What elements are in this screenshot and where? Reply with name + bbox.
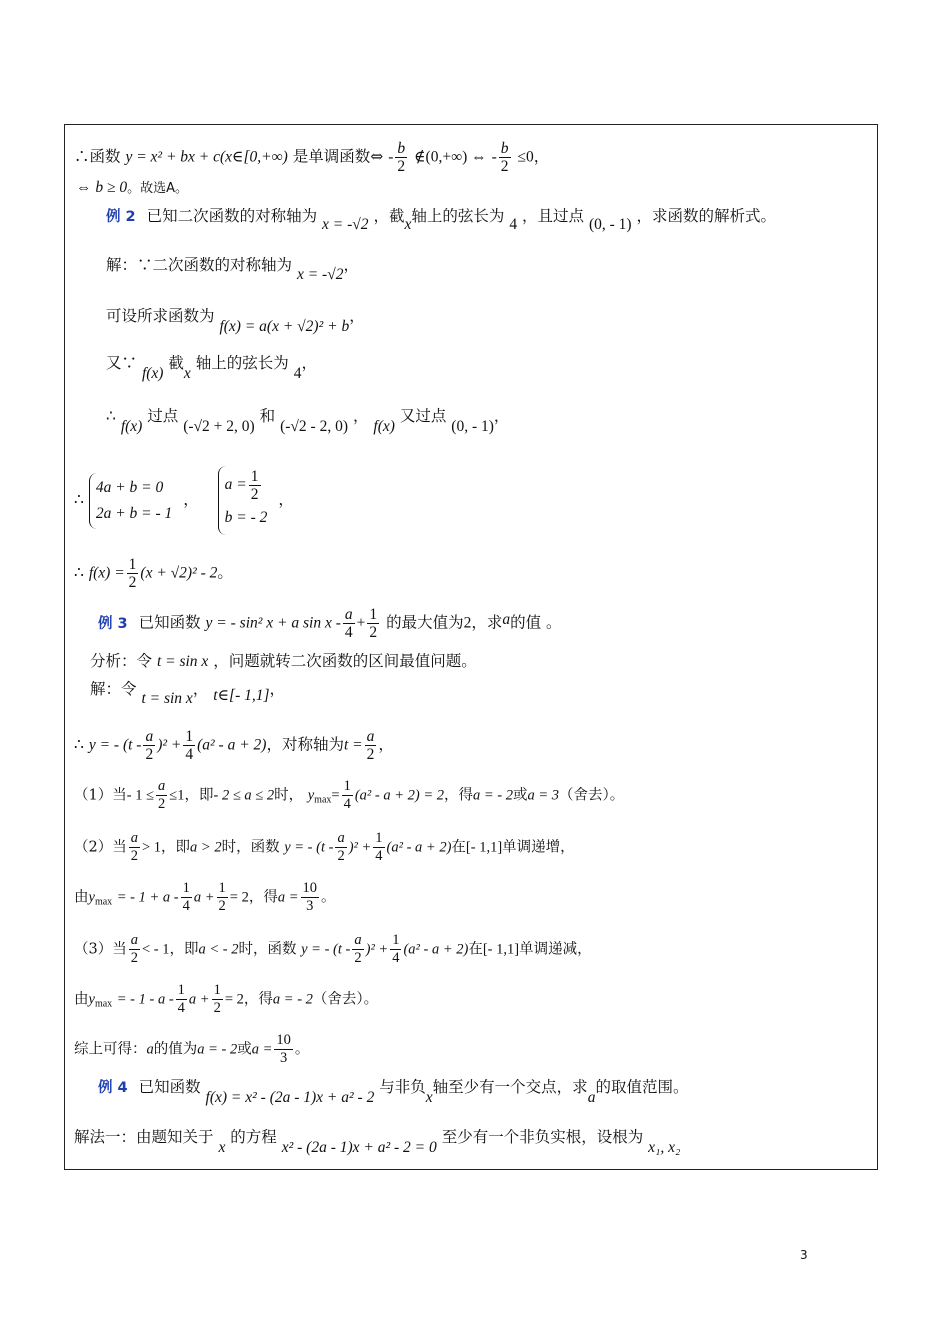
text: ，得: [248, 889, 278, 906]
text: ，: [533, 147, 550, 166]
formula: )² +: [365, 941, 389, 958]
formula: = - 1 - a -: [116, 991, 174, 1008]
case-2-line: [74, 830, 575, 865]
denominator: 2: [130, 950, 138, 966]
formula: x: [218, 1139, 226, 1156]
formula: t = sin x: [156, 653, 209, 670]
solution-system: [218, 466, 274, 535]
denominator: 2: [500, 158, 509, 175]
fraction: [352, 932, 363, 967]
summary-line: [74, 1032, 309, 1067]
text: ，且过点: [522, 207, 585, 225]
text: 解法一：由题知关于: [74, 1128, 214, 1146]
formula: f(x): [373, 418, 395, 435]
solution-system: [74, 466, 294, 535]
formula: (-√2 + 2, 0): [183, 418, 255, 435]
formula: f(x) =: [88, 564, 125, 582]
example-label: 例 2: [106, 209, 136, 225]
formula: f(x): [120, 418, 143, 435]
text: 的值为: [153, 1041, 198, 1058]
denominator: 2: [337, 848, 345, 864]
text: ，即: [169, 941, 199, 958]
formula: ∉(0,+∞) ⇔: [414, 148, 487, 166]
formula: )² +: [348, 839, 372, 856]
denominator: 4: [392, 950, 400, 966]
formula: t = sin x: [141, 690, 193, 707]
text: 已知函数: [138, 1078, 201, 1096]
text: （舍去）。: [312, 991, 379, 1008]
formula: t =: [343, 736, 363, 754]
text: ∴: [74, 563, 84, 582]
denominator: 2: [366, 746, 375, 763]
formula: y = - (t -: [88, 736, 142, 754]
text: 可设所求函数为: [106, 307, 215, 325]
denominator: 3: [306, 898, 314, 914]
text: ，得: [443, 787, 473, 804]
fraction: [335, 830, 346, 865]
fraction: [217, 880, 228, 915]
text: ，即: [184, 787, 214, 804]
text: 由: [74, 889, 89, 906]
formula: y: [88, 889, 95, 906]
denominator: 4: [344, 624, 353, 641]
text: 解：∵二次函数的对称轴为: [106, 256, 293, 274]
formula: y: [88, 991, 95, 1008]
formula: x₁, x₂: [648, 1139, 681, 1156]
text: ，: [269, 680, 286, 698]
formula: )² +: [157, 736, 182, 754]
formula: (-√2 - 2, 0): [280, 418, 348, 435]
text: 时，函数: [238, 941, 297, 958]
text: 单调递增，: [502, 839, 575, 856]
text: （1）当: [74, 787, 127, 804]
fraction: [342, 778, 353, 813]
text: 由: [74, 991, 89, 1008]
text: ∴: [74, 735, 84, 754]
formula: a +: [193, 889, 215, 906]
case-3-result-line: [74, 982, 378, 1017]
fraction: [156, 778, 167, 813]
text: 的方程: [230, 1128, 277, 1146]
text: 和: [259, 407, 276, 425]
numerator: b: [500, 140, 509, 157]
text: ，: [352, 407, 369, 425]
denominator: 4: [185, 746, 194, 763]
fraction: [183, 728, 195, 763]
formula: 4: [509, 216, 518, 233]
subscript: max: [314, 794, 332, 806]
formula: [- 1,1]: [465, 839, 503, 856]
text: ，得: [243, 991, 273, 1008]
numerator: a: [145, 728, 154, 745]
text: ∴: [106, 407, 116, 425]
substitution-line: [90, 678, 286, 707]
example-label: 例 3: [98, 615, 128, 632]
text: ，截: [373, 207, 405, 225]
text: 。: [321, 889, 336, 906]
formula: a < - 2: [198, 941, 239, 958]
text: ，: [192, 680, 209, 698]
case-3-line: [74, 932, 592, 967]
text: 是单调函数⇔: [292, 147, 384, 166]
subscript: max: [94, 998, 113, 1010]
text: ，对称轴为: [266, 735, 344, 754]
plus-sign: +: [356, 614, 366, 632]
formula: x = -√2: [322, 216, 369, 233]
solution-result: [74, 556, 233, 591]
text: ，: [493, 407, 510, 425]
analysis-line: [90, 650, 477, 673]
denominator: 2: [354, 950, 362, 966]
text: 单调递减，: [519, 941, 592, 958]
fraction: [390, 932, 401, 967]
numerator: a: [344, 606, 353, 623]
fraction: [129, 932, 140, 967]
fraction: [249, 468, 261, 503]
formula: a =: [251, 1041, 273, 1058]
text: ，求函数的解析式。: [636, 207, 777, 225]
fraction: [181, 880, 192, 915]
text: 轴上的弦长为: [411, 207, 505, 225]
fraction: [212, 982, 223, 1017]
formula: = - 1 + a -: [116, 889, 179, 906]
fraction: [395, 140, 407, 175]
formula: x: [425, 1089, 433, 1106]
text: 时，: [274, 787, 304, 804]
formula: a = - 2: [197, 1041, 238, 1058]
formula: (0, - 1): [588, 216, 632, 233]
denominator: 2: [130, 848, 138, 864]
denominator: 2: [218, 898, 226, 914]
page-number: 3: [800, 1248, 808, 1262]
solution-form: [106, 305, 365, 335]
denominator: 2: [250, 486, 259, 503]
formula: y = - (t -: [284, 839, 334, 856]
example-3-statement: [98, 606, 562, 641]
formula: = 2: [229, 889, 249, 906]
fraction: [367, 606, 379, 641]
subscript: max: [94, 896, 113, 908]
fraction: [365, 728, 377, 763]
solution-axis: [106, 254, 359, 283]
text: 截: [168, 354, 184, 372]
equation: a =: [224, 476, 247, 494]
numerator: a: [354, 932, 362, 948]
text: ，: [278, 490, 294, 509]
formula: a: [587, 1089, 596, 1106]
formula: a =: [277, 889, 299, 906]
formula: t∈[- 1,1]: [213, 687, 270, 704]
formula: x = -√2: [296, 266, 344, 283]
formula: (a² - a + 2): [386, 839, 452, 856]
formula: (a² - a + 2): [197, 736, 267, 754]
formula: ⇔ b ≥ 0: [76, 179, 128, 196]
numerator: a: [158, 778, 166, 794]
equation: 4a + b = 0: [95, 478, 164, 496]
example-4-statement: [98, 1076, 689, 1106]
denominator: 4: [182, 898, 190, 914]
numerator: 10: [302, 880, 318, 896]
text: 过点: [147, 407, 179, 425]
denominator: 2: [158, 796, 166, 812]
text: ，: [301, 354, 317, 372]
quadratic-form-line: [74, 728, 394, 763]
text: 在: [468, 941, 483, 958]
text: 轴至少有一个交点，求: [432, 1078, 588, 1096]
numerator: 1: [343, 778, 351, 794]
formula: =: [331, 787, 340, 804]
denominator: 3: [280, 1050, 288, 1066]
text: ，: [378, 735, 394, 754]
formula: a = 3: [527, 787, 560, 804]
numerator: 1: [185, 728, 194, 745]
fraction: [274, 1032, 293, 1067]
formula: ≤1: [169, 787, 185, 804]
example-label: 例 4: [98, 1080, 128, 1096]
formula: a = - 2: [472, 787, 513, 804]
text: 的取值范围。: [595, 1078, 689, 1096]
text: ，即: [161, 839, 191, 856]
numerator: 10: [276, 1032, 291, 1048]
solution-points: [106, 405, 510, 435]
text: ，求: [471, 613, 503, 632]
example-2-statement: [106, 205, 777, 233]
text: ，: [183, 490, 199, 509]
text: 在: [451, 839, 466, 856]
numerator: 1: [218, 880, 226, 896]
text: ∴函数: [74, 147, 121, 166]
formula: = 2: [224, 991, 244, 1008]
formula: - 1 ≤: [126, 787, 155, 804]
text: 或: [237, 1041, 252, 1058]
text: 又∵: [106, 354, 138, 372]
numerator: 1: [182, 880, 190, 896]
numerator: 1: [213, 982, 221, 998]
denominator: 4: [375, 848, 383, 864]
numerator: a: [130, 932, 138, 948]
denominator: 2: [145, 746, 154, 763]
numerator: a: [130, 830, 138, 846]
text: 的值 。: [510, 613, 562, 632]
formula: f(x) = a(x + √2)² + b: [219, 318, 350, 335]
formula: [- 1,1]: [482, 941, 520, 958]
numerator: 1: [369, 606, 378, 623]
text: 轴上的弦长为: [195, 354, 289, 372]
text: 。故选A。: [127, 181, 189, 196]
text: （2）当: [74, 839, 127, 856]
case-2-result-line: [74, 880, 336, 915]
formula: - 2 ≤ a ≤ 2: [213, 787, 275, 804]
fraction: [373, 830, 384, 865]
numerator: 1: [177, 982, 185, 998]
text: 已知二次函数的对称轴为: [146, 207, 318, 225]
denominator: 2: [128, 574, 137, 591]
text: ，: [349, 307, 365, 325]
formula: y = - (t -: [301, 941, 351, 958]
equation-system: [89, 473, 178, 529]
minus-sign: -: [491, 148, 497, 166]
formula: ≤0: [517, 148, 534, 166]
minus-sign: -: [388, 148, 394, 166]
fraction: [343, 606, 355, 641]
formula: x: [183, 365, 191, 382]
denominator: 2: [369, 624, 378, 641]
denominator: 2: [213, 1000, 221, 1016]
formula: y = - sin² x + a sin x -: [205, 614, 341, 632]
fraction: [301, 880, 320, 915]
formula: a > 2: [190, 839, 222, 856]
formula: (a² - a + 2) = 2: [354, 787, 444, 804]
text: （3）当: [74, 941, 127, 958]
text: （舍去）。: [559, 787, 625, 804]
solution-chord: [106, 352, 317, 382]
numerator: 1: [128, 556, 137, 573]
formula: 2: [463, 614, 472, 632]
fraction: [499, 140, 511, 175]
text: 与非负: [379, 1078, 426, 1096]
method-one-line: [74, 1126, 681, 1156]
formula: x² - (2a - 1)x + a² - 2 = 0: [281, 1139, 437, 1156]
numerator: 1: [250, 468, 259, 485]
fraction: [129, 830, 140, 865]
formula: a = - 2: [272, 991, 313, 1008]
text: 综上可得：: [74, 1041, 147, 1058]
formula: a +: [188, 991, 210, 1008]
text: 分析：令: [90, 652, 153, 670]
text: ，: [343, 256, 359, 274]
text: ，问题就转二次函数的区间最值问题。: [213, 652, 477, 670]
fraction: [176, 982, 187, 1017]
numerator: 1: [375, 830, 383, 846]
numerator: a: [337, 830, 345, 846]
formula: y: [307, 787, 315, 804]
numerator: b: [397, 140, 406, 157]
formula: f(x): [141, 365, 164, 382]
formula: > 1: [141, 839, 162, 856]
text: 时，函数: [221, 839, 280, 856]
denominator: 2: [397, 158, 406, 175]
case-1-line: [74, 778, 624, 813]
formula: 4: [293, 365, 302, 382]
text: 。: [294, 1041, 310, 1058]
text: 解：令: [90, 680, 137, 698]
text: 已知函数: [138, 613, 201, 632]
text: ∴: [74, 490, 84, 509]
numerator: 1: [392, 932, 400, 948]
line-conclusion: [76, 176, 188, 200]
formula: x: [404, 216, 412, 233]
formula: (x + √2)² - 2: [140, 564, 218, 582]
denominator: 4: [343, 796, 351, 812]
formula: (0, - 1): [451, 418, 494, 435]
text: 。: [217, 563, 233, 582]
denominator: 4: [177, 1000, 185, 1016]
formula: f(x) = x² - (2a - 1)x + a² - 2: [205, 1089, 375, 1106]
numerator: a: [366, 728, 375, 745]
formula: < - 1: [141, 941, 170, 958]
text: 的最大值为: [386, 613, 464, 632]
fraction: [127, 556, 139, 591]
text: 或: [512, 787, 528, 804]
text: 至少有一个非负实根，设根为: [441, 1128, 644, 1146]
fraction: [143, 728, 155, 763]
line-monotonic: [74, 140, 549, 175]
formula: a: [502, 610, 511, 628]
formula: (a² - a + 2): [403, 941, 469, 958]
formula: y = x² + bx + c(x∈[0,+∞): [125, 148, 288, 166]
text: 又过点: [399, 407, 447, 425]
equation: 2a + b = - 1: [95, 504, 173, 522]
formula: a: [146, 1041, 154, 1058]
equation: b = - 2: [224, 509, 268, 526]
